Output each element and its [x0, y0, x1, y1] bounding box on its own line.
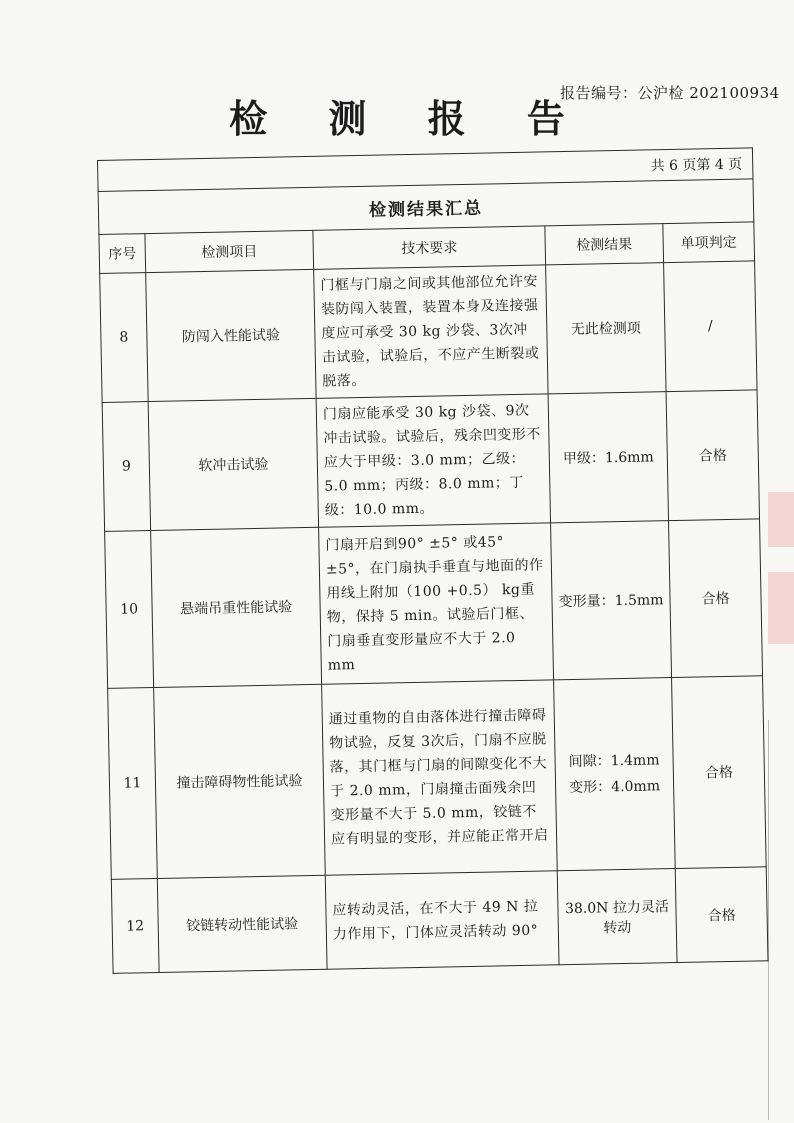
report-number: 报告编号：公沪检 202100934 — [560, 84, 780, 102]
results-table — [97, 147, 769, 973]
test-result: 38.0N 拉力灵活转动 — [557, 869, 677, 965]
stamp-fragment — [768, 572, 794, 644]
technical-requirement: 门扇开启到90° ±5° 或45° ±5°，在门扇执手垂直与地面的作用线上附加（100 +0.5） kg重物，保持 5 min。试验后门框、门扇垂直变形量应不大于 2.0 mm — [319, 523, 554, 684]
table-row — [111, 867, 768, 974]
row-number: 9 — [102, 402, 150, 532]
judgment: 合格 — [666, 390, 759, 521]
section-title: 检测结果汇总 — [98, 179, 754, 235]
test-result: 无此检测项 — [546, 263, 666, 394]
column-header-no: 序号 — [99, 234, 146, 274]
column-header-item: 检测项目 — [145, 230, 314, 272]
column-header-result: 检测结果 — [545, 224, 664, 265]
judgment: 合格 — [672, 676, 767, 869]
judgment: / — [664, 261, 757, 392]
column-header-requirement: 技术要求 — [313, 226, 546, 269]
test-result: 间隙：1.4mm 变形：4.0mm — [554, 678, 676, 871]
scan-edge-line — [768, 720, 769, 1120]
technical-requirement: 门框与门扇之间或其他部位允许安装防闯入装置，装置本身及连接强度应可承受 30 kg 沙袋、3次冲击试验，试验后，不应产生断裂或脱落。 — [314, 265, 548, 398]
technical-requirement: 通过重物的自由落体进行撞击障碍物试验，反复 3次后，门扇不应脱落，其门框与门扇的间隙变化不大于 2.0 mm，门扇撞击面残余凹变形量不大于 5.0 mm，铰链不应有明显的变形，并应能正常开启 — [322, 680, 558, 875]
judgment: 合格 — [675, 867, 768, 963]
test-result: 甲级：1.6mm — [548, 392, 668, 523]
row-number: 8 — [100, 273, 148, 403]
row-number: 12 — [111, 878, 159, 973]
table-row — [108, 676, 767, 880]
technical-requirement: 门扇应能承受 30 kg 沙袋、9次冲击试验。试验后，残余凹变形不应大于甲级：3.0 mm；乙级：5.0 mm；丙级：8.0 mm；丁级：10.0 mm。 — [316, 394, 550, 527]
stamp-fragment — [768, 492, 794, 547]
test-item: 悬端吊重性能试验 — [151, 527, 322, 687]
row-number: 10 — [105, 531, 154, 689]
test-item: 撞击障碍物性能试验 — [154, 684, 326, 878]
test-result: 变形量：1.5mm — [551, 521, 672, 680]
technical-requirement: 应转动灵活，在不大于 49 N 拉力作用下，门体应灵活转动 90° — [325, 871, 559, 969]
table-row — [102, 390, 759, 532]
results-table-container — [97, 147, 768, 1004]
judgment: 合格 — [669, 519, 763, 678]
test-item: 铰链转动性能试验 — [157, 875, 327, 972]
page-count: 共 6 页第 4 页 — [98, 148, 754, 192]
table-row — [100, 261, 757, 403]
test-item: 软冲击试验 — [148, 398, 318, 530]
row-number: 11 — [108, 688, 158, 880]
test-item: 防闯入性能试验 — [146, 269, 316, 401]
column-header-judgment: 单项判定 — [663, 222, 755, 263]
table-row — [105, 519, 763, 689]
page-title: 检 测 报 告 — [229, 96, 589, 141]
